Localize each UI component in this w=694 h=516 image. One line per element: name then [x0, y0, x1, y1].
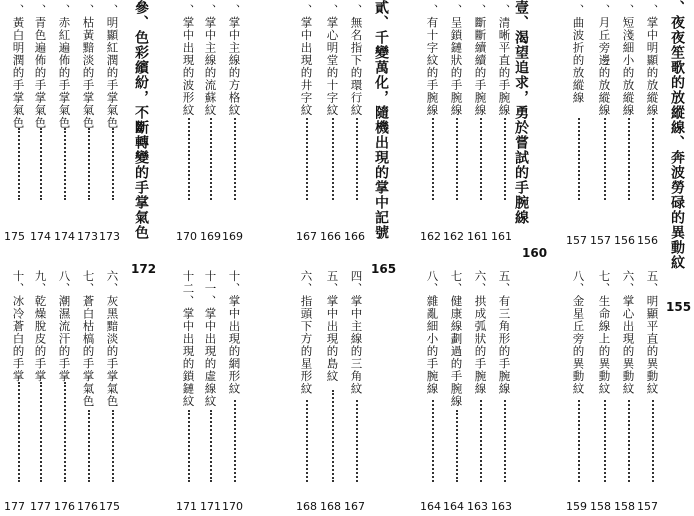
toc-page-number: 177 [4, 500, 25, 513]
section-page-indulgence-lines: 155 [666, 300, 692, 314]
toc-page-number: 163 [467, 500, 488, 513]
toc-page-number: 158 [614, 500, 635, 513]
toc-entry: 七、蒼白枯槁的手掌氣色 [81, 270, 96, 408]
toc-page-number: 157 [566, 234, 587, 247]
toc-entry: 十一、掌中出現的虛線紋 [203, 270, 218, 408]
toc-page-number: 173 [99, 230, 120, 243]
toc-page-number: 169 [222, 230, 243, 243]
toc-page-number: 162 [420, 230, 441, 243]
toc-page-number: 161 [467, 230, 488, 243]
toc-entry: 、有十字紋的手腕線 [425, 4, 440, 117]
toc-page-number: 167 [344, 500, 365, 513]
toc-page-number: 164 [420, 500, 441, 513]
toc-entry: 、曲波折的放縱線 [571, 4, 586, 104]
toc-entry: 五、掌中出現的島紋 [325, 270, 340, 383]
toc-page-number: 175 [4, 230, 25, 243]
toc-entry: 六、灰黑黯淡的手掌氣色 [105, 270, 120, 408]
toc-page-number: 162 [443, 230, 464, 243]
toc-entry: 八、金星丘旁的異動紋 [571, 270, 586, 395]
toc-entry: 、呈鎖鏈狀的手腕線 [449, 4, 464, 117]
section-title-indulgence-lines: 、夜夜笙歌的放縱線、奔波勞碌的異動紋 [669, 0, 685, 270]
toc-entry: 、黃白明潤的手掌氣色 [11, 4, 26, 129]
toc-entry: 、清晰平直的手腕線 [497, 4, 512, 117]
toc-page-number: 171 [200, 500, 221, 513]
toc-page-number: 168 [320, 500, 341, 513]
section-page-wrist-lines: 160 [522, 246, 548, 260]
toc-entry: 八、潮濕流汗的手掌 [57, 270, 72, 383]
toc-entry: 、斷斷續續的手腕線 [473, 4, 488, 117]
toc-entry: 、掌中出現的波形紋 [181, 4, 196, 117]
toc-entry: 、無名指下的環行紋 [349, 4, 364, 117]
section-page-palm-color: 172 [131, 262, 157, 276]
toc-entry: 、明顯紅潤的手掌氣色 [105, 4, 120, 129]
toc-entry: 、短淺細小的放縱線 [621, 4, 636, 117]
toc-page-number: 169 [200, 230, 221, 243]
toc-entry: 七、生命線上的異動紋 [597, 270, 612, 395]
toc-page-number: 161 [491, 230, 512, 243]
toc-entry: 、掌中出現的井字紋 [299, 4, 314, 117]
toc-page-number: 176 [54, 500, 75, 513]
toc-page-number: 177 [30, 500, 51, 513]
toc-entry: 四、掌中主線的三角紋 [349, 270, 364, 395]
toc-entry: 六、拱成弧狀的手腕線 [473, 270, 488, 395]
toc-page-number: 168 [296, 500, 317, 513]
toc-entry: 八、雜亂細小的手腕線 [425, 270, 440, 395]
toc-page-number: 176 [77, 500, 98, 513]
toc-entry: 六、指頭下方的星形紋 [299, 270, 314, 395]
toc-page-number: 170 [176, 230, 197, 243]
toc-entry: 十二、掌中出現的鎖鏈紋 [181, 270, 196, 408]
toc-entry: 六、掌心出現的異動紋 [621, 270, 636, 395]
toc-entry: 十、掌中出現的網形紋 [227, 270, 242, 395]
toc-page-number: 166 [344, 230, 365, 243]
toc-page-number: 167 [296, 230, 317, 243]
toc-entry: 五、明顯平直的異動紋 [645, 270, 660, 395]
section-title-palm-marks: 貳、千變萬化，隨機出現的掌中記號 [373, 0, 389, 240]
toc-page-number: 166 [320, 230, 341, 243]
section-page-palm-marks: 165 [371, 262, 397, 276]
toc-entry: 七、健康線劃過的手腕線 [449, 270, 464, 408]
toc-page-number: 175 [99, 500, 120, 513]
toc-entry: 、掌中主線的方格紋 [227, 4, 242, 117]
toc-entry: 、掌心明堂的十字紋 [325, 4, 340, 117]
toc-page-number: 157 [590, 234, 611, 247]
toc-page-number: 173 [77, 230, 98, 243]
section-title-wrist-lines: 壹、渴望追求，勇於嘗試的手腕線 [513, 0, 529, 225]
toc-page-number: 174 [30, 230, 51, 243]
toc-page-number: 174 [54, 230, 75, 243]
toc-entry: 、赤紅遍佈的手掌氣色 [57, 4, 72, 129]
section-title-palm-color: 參、色彩繽紛，不斷轉變的手掌氣色 [133, 0, 149, 240]
toc-page-number: 156 [637, 234, 658, 247]
toc-entry: 十、冰冷蒼白的手掌 [11, 270, 26, 383]
toc-entry: 、掌中主線的流蘇紋 [203, 4, 218, 117]
toc-entry: 、月丘旁邊的放縱線 [597, 4, 612, 117]
toc-entry: 五、有三角形的手腕線 [497, 270, 512, 395]
toc-entry: 、枯黃黯淡的手掌氣色 [81, 4, 96, 129]
toc-page-number: 170 [222, 500, 243, 513]
toc-page-number: 156 [614, 234, 635, 247]
toc-page-number: 159 [566, 500, 587, 513]
toc-page-number: 157 [637, 500, 658, 513]
toc-page-number: 171 [176, 500, 197, 513]
toc-page-number: 164 [443, 500, 464, 513]
toc-entry: 九、乾燥脫皮的手掌 [33, 270, 48, 383]
toc-entry: 、掌中明顯的放縱線 [645, 4, 660, 117]
toc-page-number: 158 [590, 500, 611, 513]
toc-entry: 、青色遍佈的手掌氣色 [33, 4, 48, 129]
toc-page-number: 163 [491, 500, 512, 513]
